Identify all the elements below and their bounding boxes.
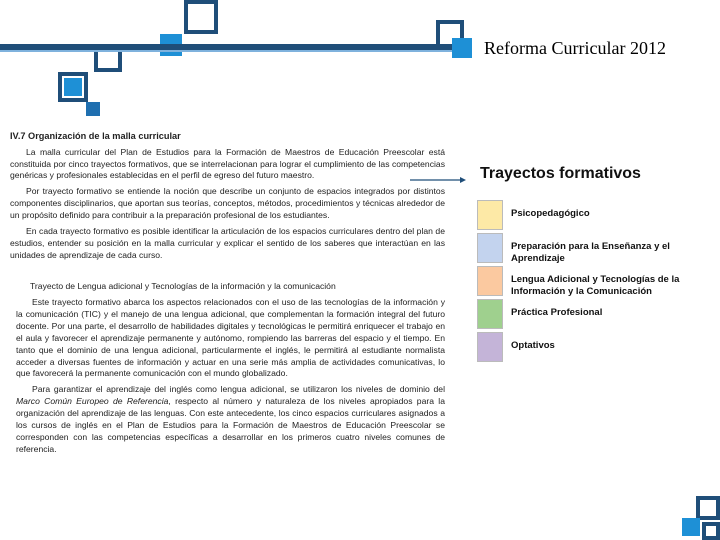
legend-item — [477, 332, 707, 362]
legend-swatch — [477, 332, 503, 362]
legend-swatch — [477, 233, 503, 263]
legend-swatch — [477, 266, 503, 296]
text-run: Para garantizar el aprendizaje del inglés como lengua adicional, se utilizaron los niveles de dominio del — [32, 384, 445, 395]
legend-label: Práctica Profesional — [511, 307, 603, 318]
text-run-italic: Marco Común Europeo de Referencia — [16, 396, 169, 407]
legend-swatch — [477, 299, 503, 329]
paragraph: Este trayecto formativo abarca los aspectos relacionados con el uso de las tecnologías de la información y la comunicación (TIC) y el manejo de una lengua adicional, que complementan la formación integral del futuro docente. Por una parte, el desarrollo de habilidades digitales y tecnológicas le permitirá enriquecer el trabajo en el aula y favorecer el aprendizaje permanente y autónomo, rompiendo las barreras del espacio y el tiempo. En tanto que el dominio de una lengua adicional, particularmente el inglés, le permitirá al estudiante normalista acceder a diversas fuentes de información y actuar en una serie más amplia de actividades comunicativas, lo que favorecerá la permanente comunicación con el mundo globalizado. — [16, 297, 445, 379]
subsection — [10, 281, 445, 455]
legend-item — [477, 233, 707, 263]
paragraph — [16, 384, 445, 455]
decor-square-fill — [86, 102, 100, 116]
arrow-icon — [410, 176, 466, 184]
legend-label: Preparación para la Enseñanza y el Aprendizaje — [511, 241, 670, 264]
paragraph: La malla curricular del Plan de Estudios para la Formación de Maestros de Educación Preescolar está constituida por cinco trayectos formativos, que se interrelacionan para lograr el cumplimiento de las competencias genéricas y profesionales establecidas en el perfil de egreso del futuro maestro. — [10, 146, 445, 181]
document-excerpt — [10, 130, 445, 459]
legend-item — [477, 266, 707, 296]
section-title: IV.7 Organización de la malla curricular — [10, 131, 181, 141]
decor-square-fill — [64, 78, 82, 96]
legend-item — [477, 299, 707, 329]
decor-square-fill — [452, 38, 472, 58]
text-run: , respecto al número y naturaleza de los niveles apropiados para la organización del aprendizaje de las lenguas. Con este antecedente, los cinco espacios curriculares asignados a los cursos de inglés en el Plan de Estudios para la Formación de Maestros de Educación Preescolar se corresponden con las competencias específicas a desarrollar en los primeros cuatro niveles comunes de referencia. — [16, 396, 445, 454]
legend-item — [477, 200, 707, 230]
legend-label: Optativos — [511, 340, 555, 351]
paragraph: Por trayecto formativo se entiende la noción que describe un conjunto de espacios integrados por distintos componentes disciplinarios, que aportan sus teorías, conceptos, métodos, procedimientos y técnicas alrededor de un propósito definido para contribuir a la preparación profesional de los estudiantes. — [10, 186, 445, 220]
subsection-title: Trayecto de Lengua adicional y Tecnologías de la información y la comunicación — [30, 281, 336, 292]
legend — [477, 200, 707, 365]
legend-label: Lengua Adicional y Tecnologías de la Información y la Comunicación — [511, 274, 680, 297]
decor-square-outline — [696, 496, 720, 520]
page-title: Reforma Curricular 2012 — [484, 38, 666, 58]
legend-title: Trayectos formativos — [480, 165, 641, 182]
legend-swatch — [477, 200, 503, 230]
decor-square-fill — [682, 518, 700, 536]
decor-square-outline — [702, 522, 720, 540]
decor-square-outline — [184, 0, 218, 34]
paragraph: En cada trayecto formativo es posible identificar la articulación de los espacios curriculares dentro del plan de estudios, entender su posición en la malla curricular y explicar el sentido de los saberes que interactúan en las unidades de aprendizaje de cada curso. — [10, 225, 445, 260]
header-rule-accent — [0, 50, 470, 52]
legend-label: Psicopedagógico — [511, 208, 590, 219]
